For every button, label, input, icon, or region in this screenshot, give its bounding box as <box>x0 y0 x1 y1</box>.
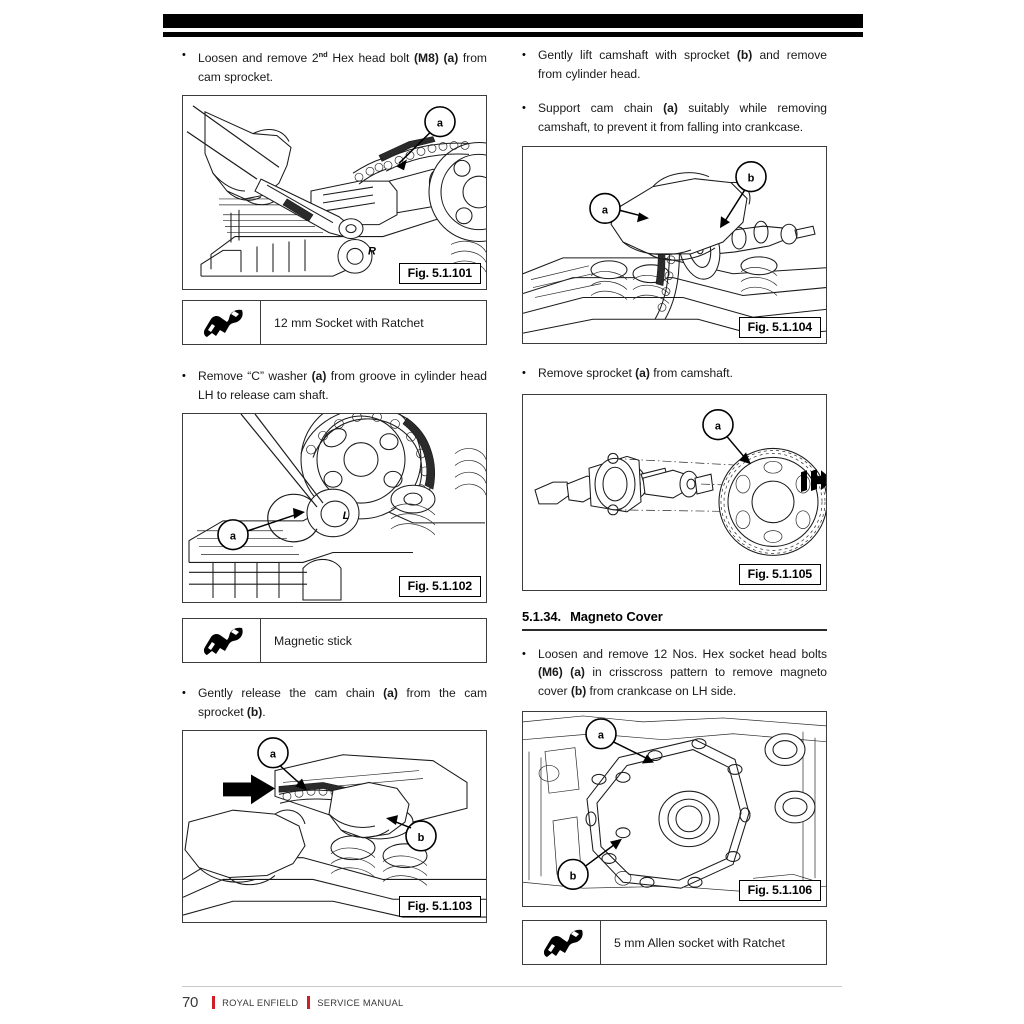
footer-row <box>182 993 842 1011</box>
svg-text:a: a <box>597 729 605 742</box>
footer-separator-1 <box>212 996 215 1009</box>
step-ref-bold: (M8) (a) <box>414 51 459 66</box>
footer-rule <box>182 986 842 987</box>
callout-a <box>218 508 305 550</box>
svg-text:b: b <box>747 172 755 185</box>
right-step-4-text <box>538 645 827 701</box>
header-bar-thick <box>163 14 863 28</box>
callout-a <box>258 738 307 790</box>
right-step-1-text <box>538 46 827 83</box>
bullet-marker: • <box>522 49 526 61</box>
bullet-marker: • <box>522 647 526 660</box>
figure-5-1-105 <box>522 394 827 591</box>
figure-5-1-103 <box>182 730 487 923</box>
figure-5-1-105-illustration <box>523 395 826 590</box>
left-column <box>182 46 487 923</box>
right-step-4 <box>522 645 827 701</box>
step-text-part: Gently lift camshaft with sprocket <box>538 48 737 62</box>
footer-brand: ROYAL ENFIELD <box>222 996 299 1008</box>
svg-text:a: a <box>229 530 237 543</box>
step-text-part: in crisscross pattern to remove magneto cover <box>538 665 828 698</box>
step-text-part: from cam sprocket. <box>198 51 487 84</box>
left-step-1-text <box>198 46 487 86</box>
right-step-1 <box>522 46 827 83</box>
figure-5-1-101 <box>182 95 487 290</box>
c-washer <box>268 489 359 542</box>
figure-5-1-102 <box>182 413 487 603</box>
bullet-marker: • <box>182 370 186 383</box>
figure-5-1-104-caption: Fig. 5.1.104 <box>739 317 821 338</box>
section-heading-block <box>522 609 827 631</box>
tool-label-magnetic-stick: Magnetic stick <box>274 633 352 648</box>
left-step-2 <box>182 367 487 404</box>
tool-box-12mm-socket <box>182 300 487 345</box>
svg-text:a: a <box>269 748 277 761</box>
step-ref-bold: (a) <box>663 101 678 115</box>
figure-5-1-101-caption: Fig. 5.1.101 <box>399 263 481 284</box>
header-bar-thin <box>163 32 863 37</box>
figure-5-1-102-illustration <box>183 414 486 602</box>
footer-doc-type: SERVICE MANUAL <box>317 996 404 1008</box>
svg-text:a: a <box>436 117 444 130</box>
step-text-part: from camshaft. <box>649 366 733 380</box>
svg-text:b: b <box>569 870 577 883</box>
step-text-part: Loosen and remove 12 Nos. Hex socket head bolts <box>538 646 827 661</box>
figure-5-1-106 <box>522 711 827 907</box>
svg-text:a: a <box>601 204 609 217</box>
left-step-3 <box>182 684 487 721</box>
step-text-part: Remove sprocket <box>538 366 636 380</box>
svg-text:a: a <box>714 420 722 433</box>
wrench-hand-icon <box>523 921 601 964</box>
step-text-part: Hex head bolt <box>327 51 415 66</box>
right-step-2 <box>522 99 827 136</box>
step-text-part: from groove in cylinder head LH to release cam shaft. <box>198 369 487 402</box>
section-rule <box>522 629 827 631</box>
step-ref-bold: (b) <box>246 704 263 719</box>
figure-5-1-104-illustration <box>523 147 826 343</box>
step-text-part: suitably while removing camshaft, to prevent it from falling into crankcase. <box>538 101 828 134</box>
magneto-cover <box>587 740 749 888</box>
figure-5-1-105-caption: Fig. 5.1.105 <box>739 564 821 585</box>
section-title: Magneto Cover <box>570 608 663 624</box>
direction-arrows <box>801 469 826 492</box>
svg-text:b: b <box>417 831 425 844</box>
right-step-3 <box>522 364 827 383</box>
tool-box-5mm-allen <box>522 920 827 965</box>
step-text-part: from the cam sprocket <box>198 686 487 719</box>
step-text-part: and remove from cylinder head. <box>538 48 827 81</box>
section-heading <box>522 609 827 624</box>
wrench-hand-icon-svg <box>538 928 586 958</box>
footer-separator-2 <box>307 996 310 1009</box>
figure-5-1-104 <box>522 146 827 344</box>
page-footer <box>182 986 842 1011</box>
wrench-hand-icon-svg <box>198 626 246 656</box>
marker-L: L <box>342 509 350 522</box>
figure-5-1-106-illustration <box>523 712 826 906</box>
step-text-part: from crankcase on LH side. <box>586 683 737 698</box>
wrench-hand-icon-svg <box>198 308 246 338</box>
step-ref-bold: (a) <box>311 369 327 384</box>
right-step-2-text <box>538 99 827 136</box>
figure-5-1-103-illustration <box>183 731 486 922</box>
figure-5-1-103-caption: Fig. 5.1.103 <box>399 896 481 917</box>
ordinal-superscript: nd <box>318 50 328 59</box>
figure-5-1-106-caption: Fig. 5.1.106 <box>739 880 821 901</box>
wrench-hand-icon <box>183 301 261 344</box>
tool-label-5mm-allen: 5 mm Allen socket with Ratchet <box>614 935 785 950</box>
hand-illustration <box>185 810 305 885</box>
left-step-2-text <box>198 367 487 404</box>
left-step-3-text <box>198 684 487 721</box>
step-text-part: Remove “C” washer <box>198 369 312 384</box>
tool-box-magnetic-stick <box>182 618 487 663</box>
left-step-1 <box>182 46 487 86</box>
step-ref-bold: (a) <box>383 686 398 701</box>
tool-label-12mm-socket: 12 mm Socket with Ratchet <box>274 315 424 330</box>
step-text-part: Gently release the cam chain <box>198 686 384 701</box>
step-text-part: Loosen and remove 2 <box>198 51 319 66</box>
section-number: 5.1.34. <box>522 608 562 624</box>
right-step-3-text <box>538 364 827 383</box>
callout-a <box>703 409 751 463</box>
step-text-part: . <box>262 704 266 719</box>
right-column <box>522 46 827 965</box>
figure-5-1-102-caption: Fig. 5.1.102 <box>399 576 481 597</box>
bullet-marker: • <box>522 102 526 114</box>
cam-sprocket <box>719 448 826 555</box>
step-ref-bold: (M6) (a) <box>538 665 585 679</box>
bullet-marker: • <box>182 49 186 61</box>
step-text-part: Support cam chain <box>538 101 664 115</box>
marker-R: R <box>368 245 376 258</box>
step-ref-bold: (b) <box>570 683 587 698</box>
step-ref-bold: (a) <box>635 366 650 380</box>
wrench-hand-icon <box>183 619 261 662</box>
figure-5-1-101-illustration <box>183 96 486 289</box>
bullet-marker: • <box>522 367 526 379</box>
step-ref-bold: (b) <box>736 48 753 62</box>
page-number: 70 <box>182 993 199 1011</box>
bullet-marker: • <box>182 687 186 700</box>
